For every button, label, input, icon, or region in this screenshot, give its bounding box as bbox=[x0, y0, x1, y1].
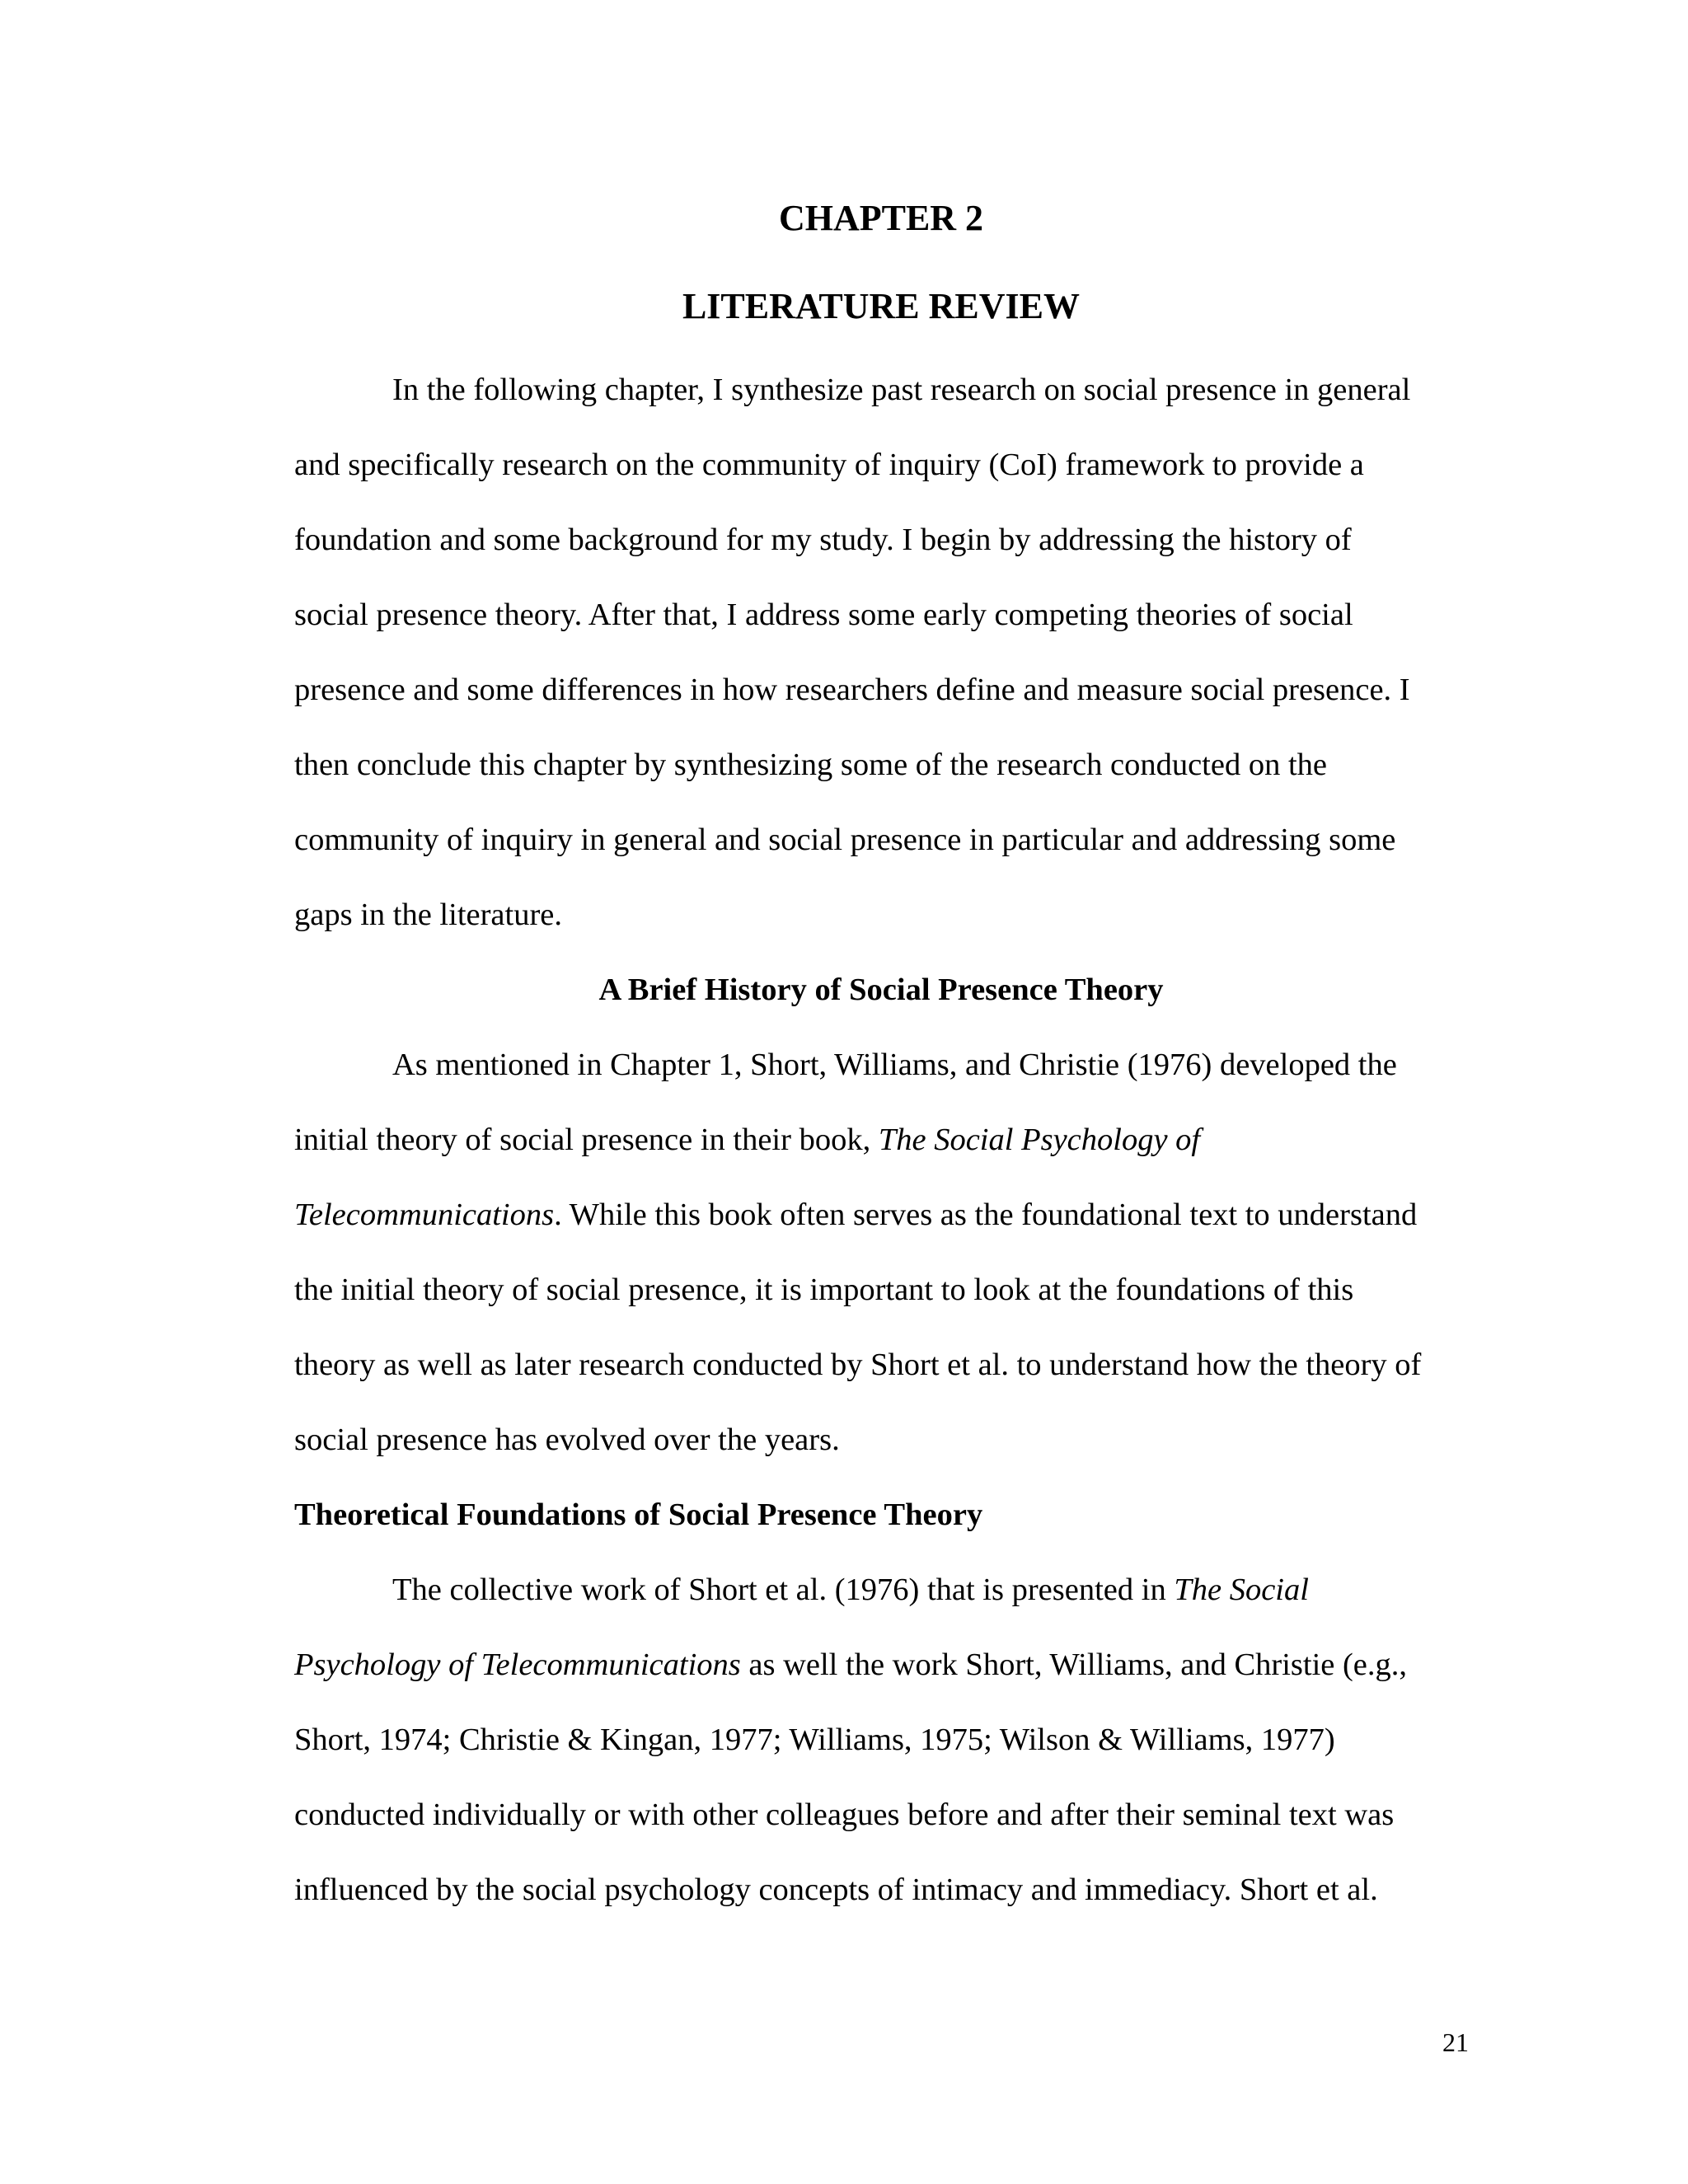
section2-line-2 bbox=[294, 1649, 1407, 1681]
section1-line-3-text: . While this book often serves as the foundational text to understand bbox=[554, 1197, 1418, 1232]
intro-line-7: community of inquiry in general and social presence in particular and addressing some bbox=[294, 823, 1396, 857]
intro-line-3: foundation and some background for my study. I begin by addressing the history of bbox=[294, 523, 1352, 557]
book-title-italic-2-cont: Psychology of Telecommunications bbox=[294, 1647, 741, 1682]
section1-line-2 bbox=[294, 1124, 1200, 1156]
intro-line-2: and specifically research on the community of inquiry (CoI) framework to provide a bbox=[294, 448, 1364, 482]
chapter-title: LITERATURE REVIEW bbox=[682, 286, 1081, 326]
book-title-italic-2: The Social bbox=[1174, 1572, 1309, 1607]
section2-line-1-text: The collective work of Short et al. (1976) that is presented in bbox=[392, 1572, 1175, 1607]
book-title-italic-cont: Telecommunications bbox=[294, 1197, 555, 1232]
section1-line-5: theory as well as later research conducted by Short et al. to understand how the theory of bbox=[294, 1347, 1422, 1382]
chapter-number: CHAPTER 2 bbox=[778, 198, 984, 238]
intro-line-8: gaps in the literature. bbox=[294, 898, 562, 932]
section2-line-2-text: as well the work Short, Williams, and Christie (e.g., bbox=[740, 1647, 1408, 1682]
book-title-italic: The Social Psychology of bbox=[878, 1122, 1201, 1157]
intro-line-5: presence and some differences in how researchers define and measure social presence. I bbox=[294, 673, 1410, 707]
section2-line-3: Short, 1974; Christie & Kingan, 1977; Williams, 1975; Wilson & Williams, 1977) bbox=[294, 1722, 1335, 1757]
section1-line-2-text: initial theory of social presence in their book, bbox=[294, 1122, 879, 1157]
section2-line-5: influenced by the social psychology concepts of intimacy and immediacy. Short et al. bbox=[294, 1872, 1378, 1907]
section-heading-foundations: Theoretical Foundations of Social Presence Theory bbox=[294, 1497, 983, 1532]
section2-line-4: conducted individually or with other colleagues before and after their seminal text was bbox=[294, 1797, 1395, 1832]
section2-line-1 bbox=[392, 1574, 1309, 1606]
section1-line-4: the initial theory of social presence, it is important to look at the foundations of this bbox=[294, 1272, 1354, 1307]
intro-line-4: social presence theory. After that, I address some early competing theories of social bbox=[294, 598, 1353, 632]
section1-line-6: social presence has evolved over the years. bbox=[294, 1422, 840, 1457]
section1-line-3 bbox=[294, 1199, 1417, 1231]
intro-line-1: In the following chapter, I synthesize past research on social presence in general bbox=[392, 373, 1411, 407]
section1-line-1: As mentioned in Chapter 1, Short, Williams, and Christie (1976) developed the bbox=[392, 1047, 1397, 1082]
section-heading-history: A Brief History of Social Presence Theory bbox=[598, 972, 1164, 1007]
intro-line-6: then conclude this chapter by synthesizing some of the research conducted on the bbox=[294, 748, 1327, 782]
page-number: 21 bbox=[1442, 2027, 1469, 2057]
